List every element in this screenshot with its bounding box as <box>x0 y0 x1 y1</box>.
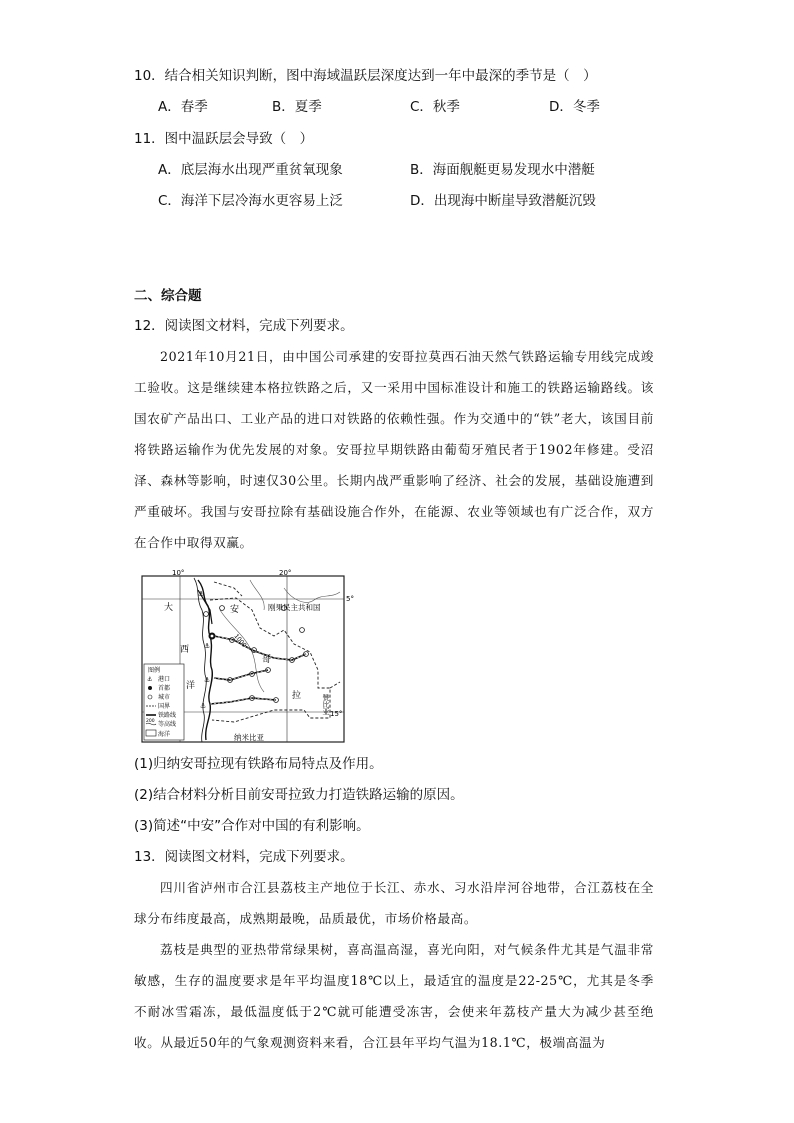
legend-ocean: 海洋 <box>158 731 171 738</box>
angola-char-3: 拉 <box>292 691 302 701</box>
q10-option-c[interactable]: C．秋季 <box>410 99 460 115</box>
q11-option-b[interactable]: B．海面舰艇更易发现水中潜艇 <box>410 162 595 178</box>
svg-text:⚓: ⚓ <box>147 676 153 683</box>
legend-railway: 铁路线 <box>158 712 177 719</box>
label-drc: 刚果民主共和国 <box>268 603 321 612</box>
q12-material-text: 2021年10月21日，由中国公司承建的安哥拉莫西石油天然气铁路运输专用线完成竣工验收。这是继续建本格拉铁路之后，又一采用中国标准设计和施工的铁路运输路线。该国农矿产品出口、工业产品的进口对铁路的依赖性强。作为交通中的“铁”老大，该国目前将铁路运输作为优先发展的对象。安哥拉早期铁路由葡萄牙殖民者于1902年修建。受沼泽、森林等影响，时速仅30公里。长期内战严重影响了经济、社会的发展，基础设施遭到严重破坏。我国与安哥拉除有基础设施合作外，在能源、农业等领域也有广泛合作，双方在合作中取得双赢。 <box>134 349 654 550</box>
lat-label-15: 15° <box>330 710 343 718</box>
ocean-char-1: 大 <box>164 603 174 613</box>
lon-label-20: 20° <box>279 569 292 577</box>
legend-capital: 首都 <box>158 685 171 692</box>
q13-stem: 13．阅读图文材料，完成下列要求。 <box>134 849 354 865</box>
q13-material-para-1: 四川省泸州市合江县荔枝主产地位于长江、赤水、习水沿岸河谷地带，合江荔枝在全球分布纬度最高，成熟期最晚，品质最优，市场价格最高。 <box>134 880 654 926</box>
port-3: ⚓ <box>204 676 211 684</box>
q12-sub-3: (3)简述“中安”合作对中国的有利影响。 <box>134 818 370 834</box>
lat-label-5: 5° <box>346 595 354 603</box>
label-zambia: 赞比亚 <box>322 694 330 715</box>
section-title: 二、综合题 <box>134 288 202 304</box>
q10-stem: 10．结合相关知识判断，图中海域温跃层深度达到一年中最深的季节是（ ） <box>134 68 597 84</box>
legend-contour-value: 200 <box>146 719 155 724</box>
label-namibia: 纳米比亚 <box>234 733 264 742</box>
q11-stem: 11．图中温跃层会导致（ ） <box>134 131 314 147</box>
port-2: ⚓ <box>204 642 211 650</box>
contour-label: 1000 <box>232 632 248 649</box>
q12-stem: 12．阅读图文材料，完成下列要求。 <box>134 318 354 334</box>
q12-material <box>134 341 654 558</box>
q10-option-a[interactable]: A．春季 <box>158 99 208 115</box>
q10-option-d[interactable]: D．冬季 <box>549 99 600 115</box>
q11-option-d[interactable]: D．出现海中断崖导致潜艇沉毁 <box>410 193 596 209</box>
legend-contour: 等高线 <box>158 721 177 728</box>
legend-border: 国界 <box>158 703 171 710</box>
angola-char-2: 哥 <box>262 655 272 665</box>
ocean-char-2: 西 <box>180 645 190 655</box>
port-4: ⚓ <box>200 702 207 710</box>
legend-title: 图例 <box>148 667 161 674</box>
lon-label-10: 10° <box>172 569 185 577</box>
legend-port: 港口 <box>158 676 171 683</box>
q12-sub-1: (1)归纳安哥拉现有铁路布局特点及作用。 <box>134 756 383 772</box>
legend-city: 城市 <box>158 694 171 701</box>
port-1: ⚓ <box>198 590 205 598</box>
ocean-char-3: 洋 <box>186 681 196 691</box>
q10-option-b[interactable]: B．夏季 <box>272 99 322 115</box>
q13-material-para-2: 荔枝是典型的亚热带常绿果树，喜高温高湿，喜光向阳，对气候条件尤其是气温非常敏感，生存的温度要求是年平均温度18℃以上，最适宜的温度是22-25℃，尤其是冬季不耐冰雪霜冻，最低温度低于2℃就可能遭受冻害，会使来年荔枝产量大为减少甚至绝收。从最近50年的气象观测资料来看，合江县年平均气温为18.1℃，极端高温为 <box>134 942 654 1050</box>
angola-char-1: 安 <box>230 605 240 615</box>
q11-option-c[interactable]: C．海洋下层冷海水更容易上泛 <box>158 193 343 209</box>
q11-option-a[interactable]: A．底层海水出现严重贫氧现象 <box>158 162 343 178</box>
angola-railway-map <box>134 569 354 746</box>
q12-sub-2: (2)结合材料分析目前安哥拉致力打造铁路运输的原因。 <box>134 787 464 803</box>
q13-material <box>134 872 654 1058</box>
